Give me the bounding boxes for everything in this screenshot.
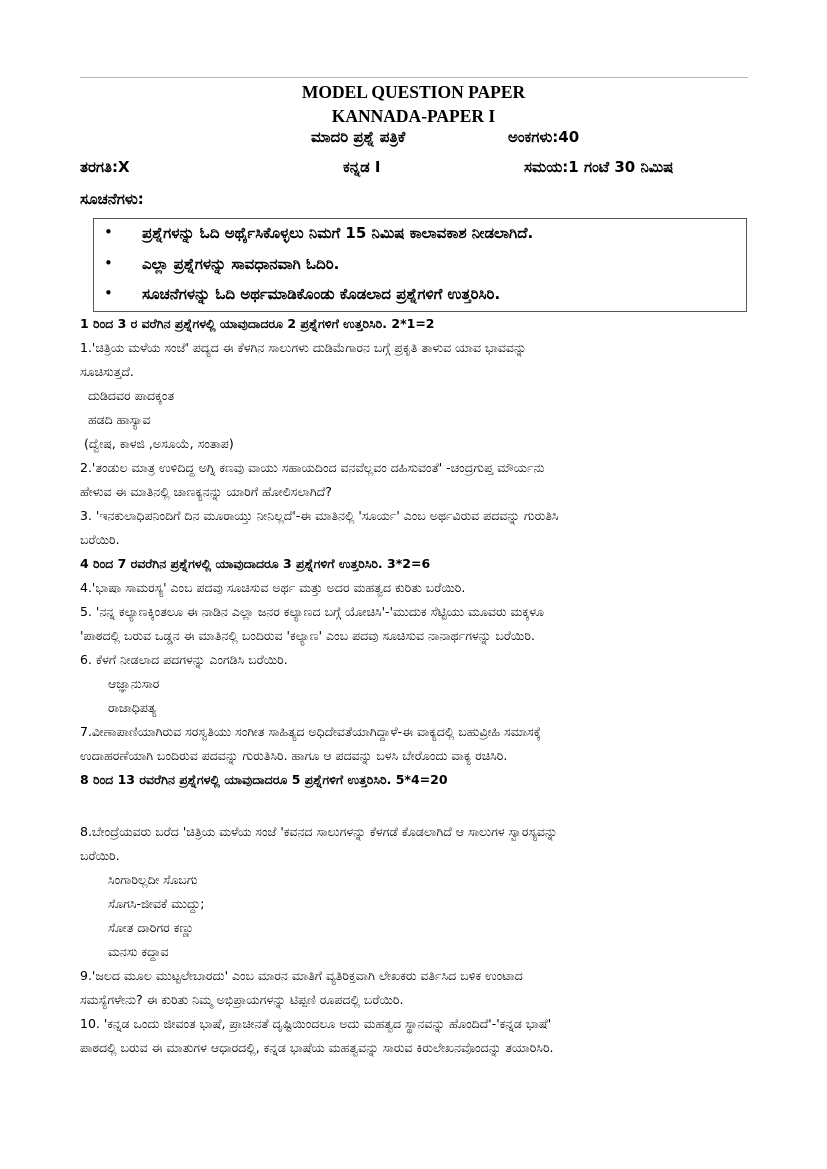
header-rule — [80, 77, 748, 78]
poem-line: ಸೊಗಸಿ-ಜೀವಕೆ ಮುದ್ದು; — [108, 896, 205, 911]
question-line: 6. ಕೆಳಗೆ ನೀಡಲಾದ ಪದಗಳನ್ನು ಎಂಗಡಿಸಿ ಬರೆಯಿರಿ. — [80, 652, 288, 667]
question-line: 8.ಬೇಂದ್ರೆಯವರು ಬರೆದ 'ಚಿತ್ರಿಯ ಮಳೆಯ ಸಂಜೆ 'ಕವನದ ಸಾಲುಗಳನ್ನು ಕೆಳಗಡೆ ಕೊಡಲಾಗಿದೆ ಆ ಸಾಲುಗಳ ಸ್ವಾರಸ್ಯವನ್ನು — [80, 824, 558, 839]
section-heading-2: 4 ರಿಂದ 7 ರವರೆಗಿನ ಪ್ರಶ್ನೆಗಳಲ್ಲಿ ಯಾವುದಾದರೂ 3 ಪ್ರಶ್ನೆಗಳಿಗೆ ಉತ್ತರಿಸಿರಿ. 3*2=6 — [80, 556, 431, 571]
question-line: ಸಮಸ್ಯೆಗಳೇನು? ಈ ಕುರಿತು ನಿಮ್ಮ ಅಭಿಪ್ರಾಯಗಳನ್ನು ಟಿಪ್ಪಣಿ ರೂಪದಲ್ಲಿ ಬರೆಯಿರಿ. — [80, 992, 404, 1007]
subject-label: ಕನ್ನಡ I — [343, 158, 381, 176]
question-line: ಹೇಳುವ ಈ ಮಾತಿನಲ್ಲಿ ಚಾಣಕ್ಯನನ್ನು ಯಾರಿಗೆ ಹೋಲಿಸಲಾಗಿದೆ? — [80, 484, 332, 499]
kannada-title: ಮಾದರಿ ಪ್ರಶ್ನೆ ಪತ್ರಿಕೆ — [311, 128, 406, 146]
poem-line: ಮನಸು ಕದ್ದಾವ — [108, 944, 169, 959]
question-line: 1.'ಚಿತ್ರಿಯ ಮಳೆಯ ಸಂಜೆ' ಪದ್ಯದ ಈ ಕೆಳಗಿನ ಸಾಲುಗಳು ದುಡಿಮೆಗಾರನ ಬಗ್ಗೆ ಪ್ರಕೃತಿ ತಾಳುವ ಯಾವ ಭಾವವನ್ನು — [80, 340, 527, 355]
instructions-box — [93, 218, 747, 312]
question-line: 9.'ಜಲದ ಮೂಲ ಮುಟ್ಟಲೇಬಾರದು' ಎಂಬ ಮಾರನ ಮಾತಿಗೆ ವ್ಯತಿರಿಕ್ತವಾಗಿ ಲೇಖಕರು ವರ್ತಿಸಿದ ಬಳಿಕ ಉಂಟಾದ — [80, 968, 523, 983]
paper-title: MODEL QUESTION PAPER — [301, 82, 526, 102]
poem-line: ಸೋತ ದಾರಿಗರ ಕಣ್ಣು — [108, 920, 194, 935]
bullet: • — [104, 223, 113, 241]
class-label: ತರಗತಿ:X — [80, 158, 130, 176]
poem-line: ದುಡಿದವರ ಪಾದಕ್ಕಂತ — [88, 388, 175, 403]
instructions-heading: ಸೂಚನೆಗಳು: — [80, 190, 144, 208]
question-line: 3. 'ಇನಕುಲಾಧಿಪನಿಂದಿಗೆ ದಿನ ಮೂರಾಯ್ತು ನೀನಿಲ್ಲದೆ'-ಈ ಮಾತಿನಲ್ಲಿ 'ಸೂರ್ಯ' ಎಂಬ ಅರ್ಥವಿರುವ ಪದವನ್ನು ಗುರುತಿಸಿ — [80, 508, 559, 523]
question-line: ಬರೆಯಿರಿ. — [80, 532, 120, 547]
poem-line: ಹಡದಿ ಹಾಸ್ಯಾವ — [88, 412, 151, 427]
bullet: • — [104, 284, 113, 302]
instruction-item: ಸೂಚನೆಗಳನ್ನು ಓದಿ ಅರ್ಥಮಾಡಿಕೊಂಡು ಕೊಡಲಾದ ಪ್ರಶ್ನೆಗಳಿಗೆ ಉತ್ತರಿಸಿರಿ. — [142, 285, 501, 303]
question-line: ಬರೆಯಿರಿ. — [80, 848, 120, 863]
question-line: 'ಪಾಠದಲ್ಲಿ ಬರುವ ಒಡ್ಡನ ಈ ಮಾತಿನಲ್ಲಿ ಬಂದಿರುವ 'ಕಲ್ಯಾಣ' ಎಂಬ ಪದವು ಸೂಚಿಸುವ ನಾನಾರ್ಥಗಳನ್ನು ಬರೆಯಿರಿ. — [80, 628, 535, 643]
time-label: ಸಮಯ:1 ಗಂಟೆ 30 ನಿಮಿಷ — [524, 158, 674, 176]
instruction-item: ಎಲ್ಲಾ ಪ್ರಶ್ನೆಗಳನ್ನು ಸಾವಧಾನವಾಗಿ ಓದಿರಿ. — [142, 255, 340, 273]
word-item: ರಾಜಾಧಿಪತ್ಯ — [108, 700, 157, 715]
question-line: ಉದಾಹರಣೆಯಾಗಿ ಬಂದಿರುವ ಪದವನ್ನು ಗುರುತಿಸಿರಿ. ಹಾಗೂ ಆ ಪದವನ್ನು ಬಳಸಿ ಬೇರೊಂದು ವಾಕ್ಯ ರಚಿಸಿರಿ. — [80, 748, 508, 763]
question-line: 7.ವೀಣಾಪಾಣಿಯಾಗಿರುವ ಸರಸ್ವತಿಯು ಸಂಗೀತ ಸಾಹಿತ್ಯದ ಅಧಿದೇವತೆಯಾಗಿದ್ದಾಳೆ-ಈ ವಾಕ್ಯದಲ್ಲಿ ಬಹುವ್ರೀಹಿ ಸಮಾಸಕ್ಕೆ — [80, 724, 542, 739]
options-line: (ದ್ವೇಷ, ಕಾಳಜಿ ,ಅಸೂಯೆ, ಸಂತಾಪ) — [84, 436, 234, 451]
section-heading-3: 8 ರಿಂದ 13 ರವರೆಗಿನ ಪ್ರಶ್ನೆಗಳಲ್ಲಿ ಯಾವುದಾದರೂ 5 ಪ್ರಶ್ನೆಗಳಿಗೆ ಉತ್ತರಿಸಿರಿ. 5*4=20 — [80, 772, 448, 787]
question-line: ಸೂಚಿಸುತ್ತದೆ. — [80, 364, 134, 379]
question-line: 5. 'ನನ್ನ ಕಲ್ಯಾಣಕ್ಕಿಂತಲೂ ಈ ನಾಡಿನ ಎಲ್ಲಾ ಜನರ ಕಲ್ಯಾಣದ ಬಗ್ಗೆ ಯೋಚಿಸಿ'-'ಮುದುಕ ಸೆಟ್ಟಿಯು ಮೂವರು ಮಕ್ಕಳೂ — [80, 604, 544, 619]
question-line: ಪಾಠದಲ್ಲಿ ಬರುವ ಈ ಮಾತುಗಳ ಆಧಾರದಲ್ಲಿ, ಕನ್ನಡ ಭಾಷೆಯ ಮಹತ್ವವನ್ನು ಸಾರುವ ಕಿರುಲೇಖನವೊಂದನ್ನು ತಯಾರಿಸಿರಿ. — [80, 1040, 554, 1055]
total-marks: ಅಂಕಗಳು:40 — [508, 128, 580, 146]
poem-line: ಸಿಂಗಾರಿಲ್ಲದೀ ಸೊಬಗು — [108, 872, 198, 887]
question-line: 10. 'ಕನ್ನಡ ಒಂದು ಜೀವಂತ ಭಾಷೆ, ಪ್ರಾಚೀನತೆ ದೃಷ್ಟಿಯಿಂದಲೂ ಅದು ಮಹತ್ವದ ಸ್ಥಾನವನ್ನು ಹೊಂದಿದೆ'-'ಕನ್ನಡ ಭಾಷೆ' — [80, 1016, 552, 1031]
paper-subtitle: KANNADA-PAPER I — [331, 106, 496, 126]
question-line: 4.'ಭಾಷಾ ಸಾಮರಸ್ಯ' ಎಂಬ ಪದವು ಸೂಚಿಸುವ ಅರ್ಥ ಮತ್ತು ಅದರ ಮಹತ್ವದ ಕುರಿತು ಬರೆಯಿರಿ. — [80, 580, 466, 595]
instruction-item: ಪ್ರಶ್ನೆಗಳನ್ನು ಓದಿ ಅರ್ಥೈಸಿಕೊಳ್ಳಲು ನಿಮಗೆ 15 ನಿಮಿಷ ಕಾಲಾವಕಾಶ ನೀಡಲಾಗಿದೆ. — [142, 224, 534, 242]
word-item: ಆಜ್ಞಾನುಸಾರ — [108, 676, 160, 691]
section-heading-1: 1 ರಿಂದ 3 ರ ವರೆಗಿನ ಪ್ರಶ್ನೆಗಳಲ್ಲಿ ಯಾವುದಾದರೂ 2 ಪ್ರಶ್ನೆಗಳಿಗೆ ಉತ್ತರಿಸಿರಿ. 2*1=2 — [80, 316, 435, 331]
question-line: 2.'ತಂಡುಲ ಮಾತ್ರ ಉಳಿದಿದ್ದ ಅಗ್ನಿ ಕಣವು ವಾಯು ಸಹಾಯದಿಂದ ವನವೆಲ್ಲವಂ ದಹಿಸುವಂತೆ' -ಚಂದ್ರಗುಪ್ತ ಮೌರ್ಯನು — [80, 460, 545, 475]
bullet: • — [104, 254, 113, 272]
